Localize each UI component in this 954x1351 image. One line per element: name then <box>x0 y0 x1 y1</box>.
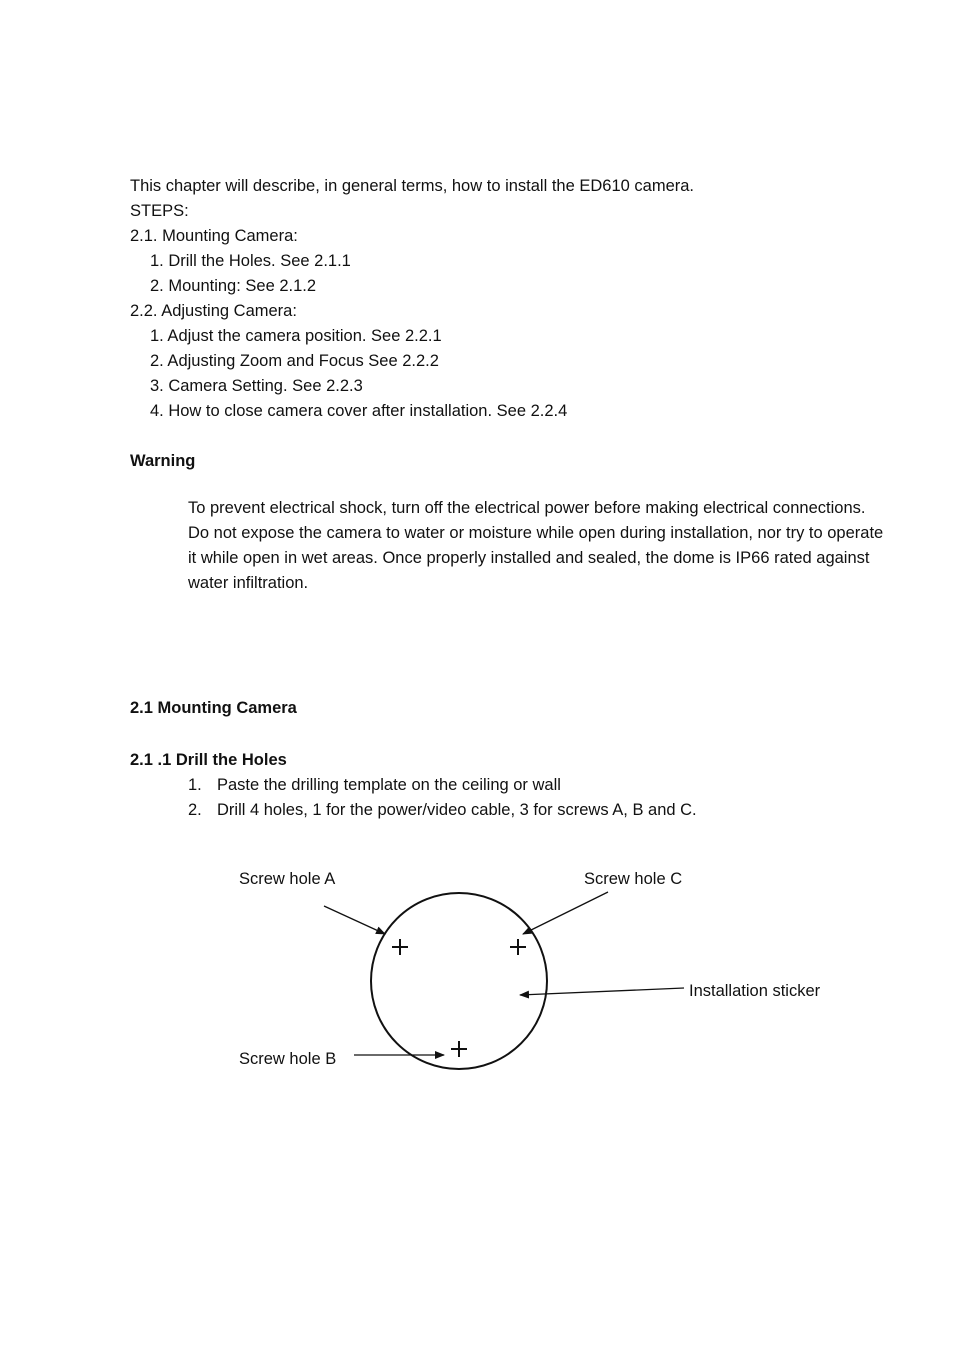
intro-text: This chapter will describe, in general terms, how to install the ED610 camera. <box>130 177 695 195</box>
step-number: 1. <box>188 776 202 794</box>
warning-line: water infiltration. <box>188 574 309 592</box>
warning-line: Do not expose the camera to water or moisture while open during installation, nor try to operate <box>188 524 884 542</box>
list-item: 2. Adjusting Zoom and Focus See 2.2.2 <box>150 352 439 370</box>
label-screw-hole-a: Screw hole A <box>239 870 336 888</box>
label-screw-hole-b: Screw hole B <box>239 1050 337 1068</box>
warning-heading: Warning <box>130 452 196 470</box>
arrow-installation-sticker <box>520 988 684 995</box>
step-number: 2. <box>188 801 202 819</box>
warning-line: To prevent electrical shock, turn off the electrical power before making electrical connections. <box>188 499 866 517</box>
list-item: 1. Adjust the camera position. See 2.2.1 <box>150 327 442 345</box>
section-title-mounting: 2.1. Mounting Camera: <box>130 227 298 245</box>
warning-line: it while open in wet areas. Once properly installed and sealed, the dome is IP66 rated against <box>188 549 870 567</box>
list-item: 3. Camera Setting. See 2.2.3 <box>150 377 363 395</box>
list-item: 2. Mounting: See 2.1.2 <box>150 277 317 295</box>
step-text: Paste the drilling template on the ceiling or wall <box>217 776 561 794</box>
label-screw-hole-c: Screw hole C <box>584 870 683 888</box>
screw-hole-a-cross <box>392 939 408 955</box>
screw-hole-b-cross <box>451 1041 467 1057</box>
screw-hole-c-cross <box>510 939 526 955</box>
step-text: Drill 4 holes, 1 for the power/video cable, 3 for screws A, B and C. <box>217 801 697 819</box>
subsection-heading: 2.1 .1 Drill the Holes <box>130 751 287 769</box>
section-title-adjusting: 2.2. Adjusting Camera: <box>130 302 297 320</box>
steps-label: STEPS: <box>130 202 189 220</box>
arrow-screw-hole-a <box>324 906 385 934</box>
list-item: 1. Drill the Holes. See 2.1.1 <box>150 252 351 270</box>
arrow-screw-hole-c <box>523 892 608 934</box>
label-installation-sticker: Installation sticker <box>689 982 821 1000</box>
list-item: 4. How to close camera cover after installation. See 2.2.4 <box>150 402 568 420</box>
section-heading: 2.1 Mounting Camera <box>130 699 297 717</box>
